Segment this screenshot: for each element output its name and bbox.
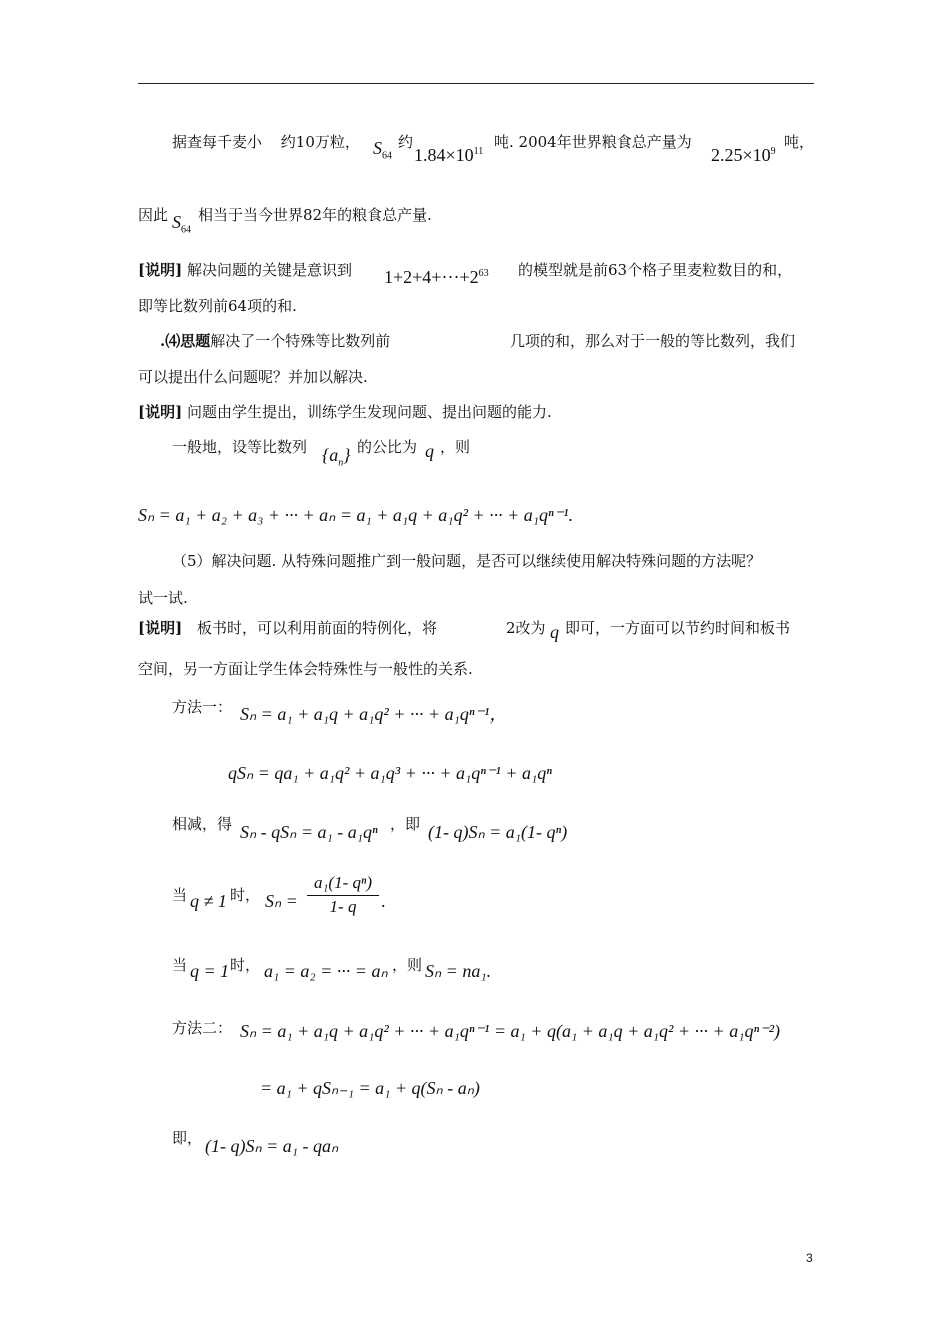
math-sequence: $\{a_n\}$	[322, 445, 351, 469]
text: （5）解决问题. 从特殊问题推广到一般问题，是否可以继续使用解决特殊问题的方法呢？	[172, 552, 762, 570]
paragraph-line-5: .⑷思题解决了一个特殊等比数列前	[160, 332, 391, 350]
formula-continued: = a₁ + qSₙ₋₁ = a₁ + q(Sₙ - aₙ)	[260, 1078, 480, 1098]
text: 可以提出什么问题呢？并加以解决.	[138, 368, 368, 386]
note-label: [说明]	[138, 261, 183, 279]
math-equal-terms: a₁ = a₂ = ··· = aₙ	[264, 961, 388, 981]
math-q: q	[550, 622, 559, 642]
formula-sum: Sₙ = a₁ + a₂ + a₃ + ··· + aₙ = a₁ + a₁q + a₁q² + ··· + a₁qⁿ⁻¹.	[138, 505, 574, 525]
formula-qsn: qSₙ = qa₁ + a₁q² + a₁q³ + ··· + a₁qⁿ⁻¹ + a₁qⁿ	[228, 763, 552, 783]
math-s64: $S_{64}$	[373, 138, 392, 162]
paragraph-line-12: [说明] 板书时，可以利用前面的特例化，将	[138, 619, 437, 637]
text: 即等比数列前64项的和.	[138, 297, 297, 315]
text: 当	[172, 956, 188, 974]
text: 方法一：	[172, 698, 233, 716]
text: 吨. 2004年世界粮食总产量为	[494, 133, 692, 151]
note-label: [说明]	[138, 619, 183, 637]
text: 2改为	[506, 619, 546, 637]
text: 即，	[172, 1129, 203, 1147]
text: .	[381, 891, 386, 911]
fraction	[307, 873, 379, 918]
fraction-denominator: 1- q	[329, 897, 357, 916]
text: 相减，得	[172, 815, 233, 833]
math-result: Sₙ = na₁.	[425, 961, 492, 981]
text: 一般地，设等比数列	[172, 438, 308, 456]
paragraph-line-3: [说明] 解决问题的关键是意识到	[138, 261, 352, 279]
text: 因此	[138, 206, 169, 224]
math-value-2: $2.25\times 10^9$	[711, 145, 776, 165]
page-number: 3	[806, 1251, 813, 1265]
math-condition: q ≠ 1	[190, 891, 227, 911]
math-value-1: $1.84\times 10^{11}$	[414, 145, 484, 165]
math-series: $1+2+4+\cdot\cdot\cdot+2^{63}$	[384, 267, 489, 287]
paragraph-line-1	[172, 132, 360, 152]
text: 方法二：	[172, 1019, 233, 1037]
text: 即可，一方面可以节约时间和板书	[565, 619, 791, 637]
text: 时，	[230, 886, 261, 904]
text: 空间，另一方面让学生体会特殊性与一般性的关系.	[138, 660, 473, 678]
math-condition: q = 1	[190, 961, 230, 981]
formula-method2: Sₙ = a₁ + a₁q + a₁q² + ··· + a₁qⁿ⁻¹ = a₁ + q(a₁ + a₁q + a₁q² + ··· + a₁qⁿ⁻²)	[240, 1021, 781, 1041]
fraction-numerator: a₁(1- qⁿ)	[307, 873, 379, 896]
text: 据查每千麦小	[172, 133, 263, 151]
text: 几项的和，那么对于一般的等比数列，我们	[510, 332, 796, 350]
formula-result: (1- q)Sₙ = a₁(1- qⁿ)	[428, 822, 568, 842]
formula-final: (1- q)Sₙ = a₁ - qaₙ	[205, 1136, 339, 1156]
note-label: [说明]	[138, 403, 183, 421]
text: 约	[398, 133, 414, 151]
text: ，则	[392, 956, 423, 974]
text: 相当于当今世界82年的粮食总产量.	[198, 206, 432, 224]
text: 试一试.	[138, 589, 188, 607]
text: 约10万粒，	[280, 133, 360, 151]
formula-method1: Sₙ = a₁ + a₁q + a₁q² + ··· + a₁qⁿ⁻¹，	[240, 704, 508, 724]
text: ，则	[440, 438, 471, 456]
header-rule	[138, 83, 814, 84]
text: ，即	[390, 815, 421, 833]
math-lhs: Sₙ =	[265, 891, 298, 911]
text: 当	[172, 886, 188, 904]
text: 的公比为	[357, 438, 418, 456]
math-q: q	[425, 441, 434, 461]
text: 吨，	[784, 133, 815, 151]
text: 的模型就是前63个格子里麦粒数目的和，	[518, 261, 793, 279]
formula-subtract: Sₙ - qSₙ = a₁ - a₁qⁿ	[240, 822, 378, 842]
text: 时，	[230, 956, 261, 974]
math-s64: $S_{64}$	[172, 212, 191, 236]
paragraph-line-7: [说明] 问题由学生提出，训练学生发现问题、提出问题的能力.	[138, 403, 552, 421]
